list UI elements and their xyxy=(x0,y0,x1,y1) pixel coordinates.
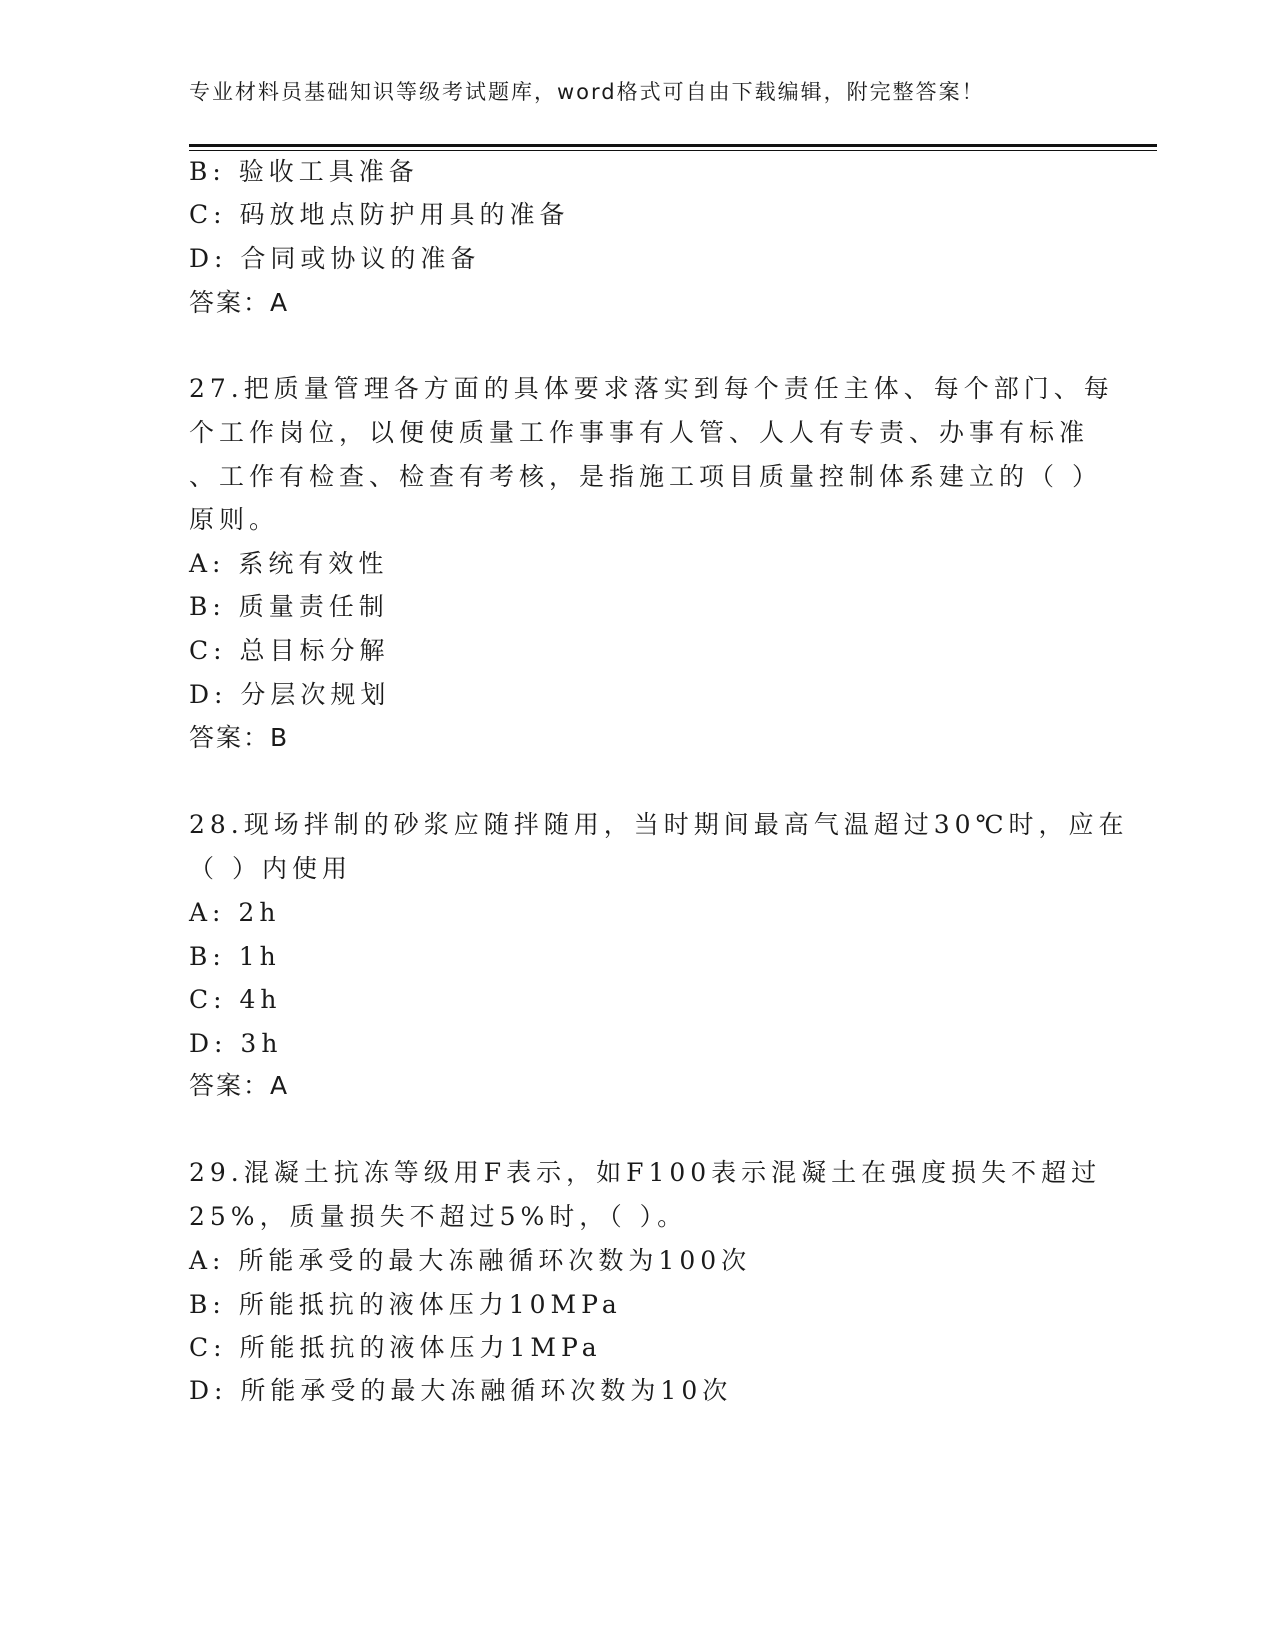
prev-option-c: C: 码放地点防护用具的准备 xyxy=(189,200,570,229)
q27-option-d: D: 分层次规划 xyxy=(189,680,391,709)
q28-line-2: （ ）内使用 xyxy=(189,854,352,883)
q29-option-c: C: 所能抵抗的液体压力1MPa xyxy=(189,1333,602,1362)
q29-option-b: B: 所能抵抗的液体压力10MPa xyxy=(189,1290,622,1319)
page-header: 专业材料员基础知识等级考试题库，word格式可自由下载编辑，附完整答案！ xyxy=(189,80,985,104)
q27-option-c: C: 总目标分解 xyxy=(189,636,390,665)
q28-line-1: 28.现场拌制的砂浆应随拌随用，当时期间最高气温超过30℃时，应在 xyxy=(189,810,1129,839)
q28-answer: 答案：A xyxy=(189,1071,290,1100)
q27-answer: 答案：B xyxy=(189,723,290,752)
q29-line-1: 29.混凝土抗冻等级用F表示，如F100表示混凝土在强度损失不超过 xyxy=(189,1158,1102,1187)
q27-option-b: B: 质量责任制 xyxy=(189,592,389,621)
q29-option-d: D: 所能承受的最大冻融循环次数为10次 xyxy=(189,1376,733,1405)
q27-line-3: 、工作有检查、检查有考核，是指施工项目质量控制体系建立的（ ） xyxy=(189,462,1102,491)
q27-line-1: 27.把质量管理各方面的具体要求落实到每个责任主体、每个部门、每 xyxy=(189,374,1114,403)
prev-answer: 答案：A xyxy=(189,288,290,317)
q29-option-a: A: 所能承受的最大冻融循环次数为100次 xyxy=(189,1246,752,1275)
q28-option-d: D: 3h xyxy=(189,1029,283,1058)
q28-option-c: C: 4h xyxy=(189,985,282,1014)
prev-option-d: D: 合同或协议的准备 xyxy=(189,244,481,273)
q27-line-4: 原则。 xyxy=(189,505,280,534)
q28-option-b: B: 1h xyxy=(189,942,281,971)
q28-option-a: A: 2h xyxy=(189,898,281,927)
q27-line-2: 个工作岗位，以便使质量工作事事有人管、人人有专责、办事有标准 xyxy=(189,418,1090,447)
header-rule-thin xyxy=(189,150,1157,151)
prev-option-b: B: 验收工具准备 xyxy=(189,157,419,186)
header-rule-thick xyxy=(189,144,1157,147)
q27-option-a: A: 系统有效性 xyxy=(189,549,389,578)
q29-line-2: 25%，质量损失不超过5%时，（ ）。 xyxy=(189,1202,688,1231)
